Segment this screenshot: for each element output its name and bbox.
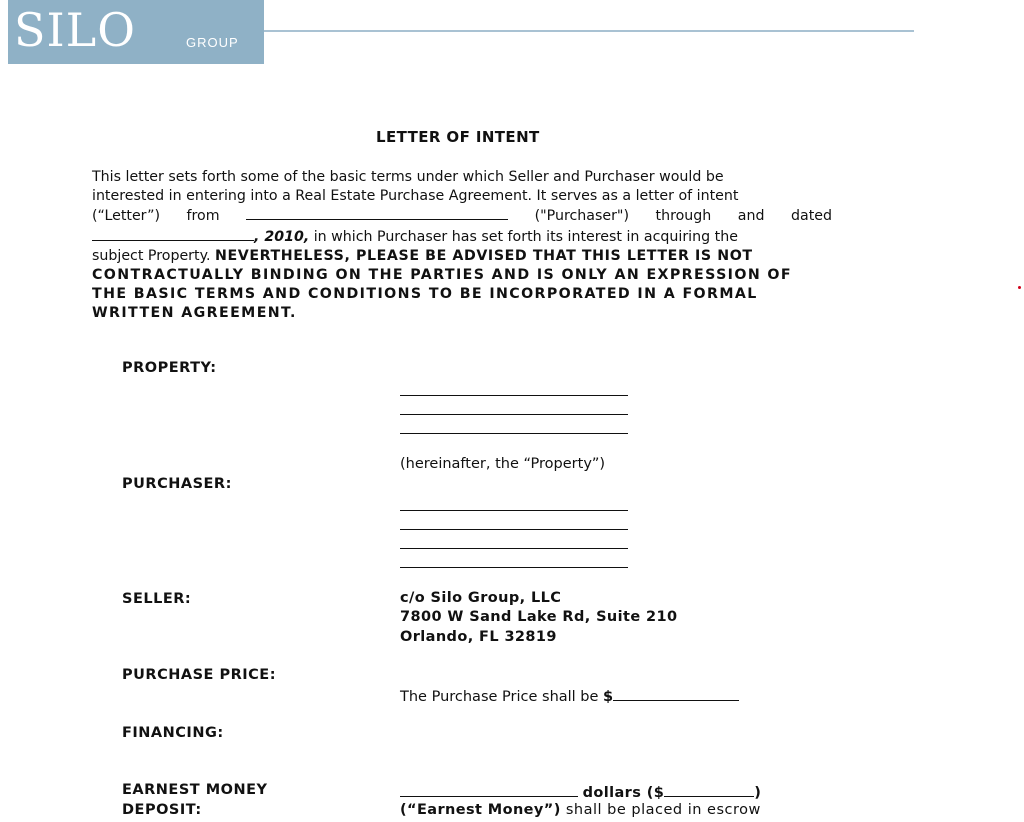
earnest-money-term: (“Earnest Money”)	[400, 802, 561, 818]
intro-line: interested in entering into a Real Estate Purchase Agreement. It serves as a letter of intent	[92, 188, 739, 205]
earnest-escrow-text: shall be placed in escrow	[560, 802, 761, 818]
logo-subtitle: GROUP	[186, 35, 239, 50]
red-dot-mark	[1018, 286, 1021, 289]
intro-year: , 2010,	[254, 228, 310, 245]
property-blank-3[interactable]	[400, 433, 628, 434]
financing-label: FINANCING:	[122, 725, 224, 741]
earnest-number-blank[interactable]	[664, 782, 754, 797]
date-blank[interactable]	[92, 227, 254, 241]
purchaser-blank-3[interactable]	[400, 548, 628, 549]
property-note: (hereinafter, the “Property”)	[400, 456, 606, 472]
intro-text: ("Purchaser") through and dated	[534, 208, 832, 225]
intro-notice: CONTRACTUALLY BINDING ON THE PARTIES AND IS ONLY AN EXPRESSION OF	[92, 267, 792, 284]
deposit-label: DEPOSIT:	[122, 802, 202, 818]
purchaser-blank-4[interactable]	[400, 567, 628, 568]
seller-line: c/o Silo Group, LLC	[400, 590, 562, 606]
seller-line: 7800 W Sand Lake Rd, Suite 210	[400, 609, 678, 625]
seller-line: Orlando, FL 32819	[400, 629, 557, 645]
property-blank-1[interactable]	[400, 395, 628, 396]
purchaser-label: PURCHASER:	[122, 476, 232, 492]
logo-wordmark: SILO	[14, 3, 136, 57]
earnest-dollars-text: dollars ($	[582, 785, 665, 801]
property-blank-2[interactable]	[400, 414, 628, 415]
intro-line: This letter sets forth some of the basic terms under which Seller and Purchaser would be	[92, 169, 724, 185]
purchaser-name-blank[interactable]	[246, 206, 508, 220]
intro-text: subject Property.	[92, 247, 215, 264]
intro-line	[92, 247, 832, 266]
seller-label: SELLER:	[122, 591, 192, 607]
purchaser-blank-1[interactable]	[400, 510, 628, 511]
earnest-escrow-line	[400, 802, 761, 818]
purchase-price-blank[interactable]	[613, 686, 739, 701]
earnest-money-label: EARNEST MONEY	[122, 782, 268, 798]
dollar-sign: $	[603, 689, 614, 705]
earnest-close-paren: )	[754, 785, 761, 801]
intro-notice: NEVERTHELESS, PLEASE BE ADVISED THAT THIS LETTER IS NOT	[214, 247, 753, 264]
intro-line	[92, 206, 832, 226]
silo-group-logo	[8, 0, 264, 64]
intro-text: in which Purchaser has set forth its interest in acquiring the	[309, 228, 738, 245]
purchase-price-sentence: The Purchase Price shall be	[400, 689, 604, 705]
property-label: PROPERTY:	[122, 360, 217, 376]
intro-line	[92, 227, 832, 247]
earnest-amount-blank[interactable]	[400, 782, 578, 797]
intro-text: (“Letter”) from	[92, 208, 220, 225]
intro-notice: WRITTEN AGREEMENT.	[92, 305, 297, 322]
intro-paragraph	[92, 168, 832, 324]
intro-notice: THE BASIC TERMS AND CONDITIONS TO BE INCORPORATED IN A FORMAL	[92, 286, 758, 303]
earnest-amount-line	[400, 782, 761, 801]
purchase-price-label: PURCHASE PRICE:	[122, 667, 276, 683]
purchase-price-text	[400, 686, 739, 705]
purchaser-blank-2[interactable]	[400, 529, 628, 530]
page-title: LETTER OF INTENT	[376, 128, 540, 146]
header-rule	[174, 30, 914, 32]
